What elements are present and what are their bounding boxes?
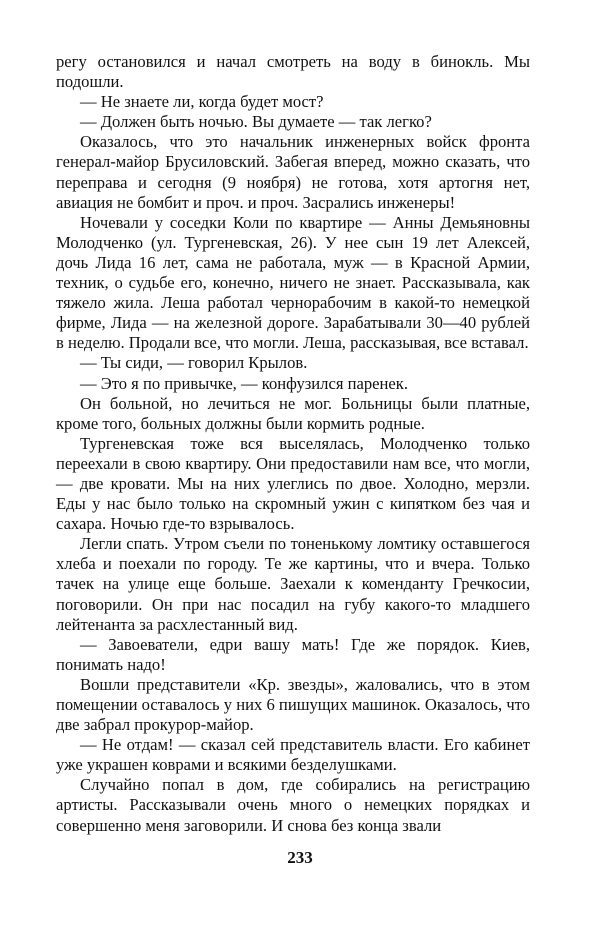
- page-body: [56, 52, 530, 836]
- paragraph: — Ты сиди, — говорил Крылов.: [80, 353, 308, 373]
- paragraph: — Не отдам! — сказал сей представитель власти. Его кабинет уже украшен коврами и всякими безделушками.: [56, 735, 530, 775]
- paragraph: — Не знаете ли, когда будет мост?: [80, 92, 324, 112]
- paragraph: Оказалось, что это начальник инженерных войск фронта генерал-майор Брусиловский. Забегая вперед, можно сказать, что переправа и сегодня (9 ноября) не готова, хотя артогня нет, авиация не бомбит и проч. и проч. Засрались инженеры!: [56, 132, 530, 212]
- paragraph: — Должен быть ночью. Вы думаете — так легко?: [80, 112, 432, 132]
- paragraph: Ночевали у соседки Коли по квартире — Анны Демьяновны Молодченко (ул. Тургеневская, 26). У нее сын 19 лет Алексей, дочь Лида 16 лет, сама не работала, муж — в Красной Армии, техник, о судьбе его, конечно, ничего не знает. Рассказывала, как тяжело жила. Леша работал чернорабочим в какой-то немецкой фирме, Лида — на железной дороге. Зарабатывали 30—40 рублей в неделю. Продали все, что могли. Леша, рассказывая, все вставал.: [56, 212, 530, 353]
- paragraph: — Завоеватели, едри вашу мать! Где же порядок. Киев, понимать надо!: [56, 634, 530, 674]
- page-number: 233: [287, 848, 313, 867]
- paragraph: Случайно попал в дом, где собирались на регистрацию артисты. Рассказывали очень много о немецких порядках и совершенно меня заговорили. И снова без конца звали: [56, 775, 530, 835]
- paragraph: Он больной, но лечиться не мог. Больницы были платные, кроме того, больных должны были кормить родные.: [56, 393, 530, 433]
- paragraph: Тургеневская тоже вся выселялась, Молодченко только переехали в свою квартиру. Они предоставили нам все, что могли, — две кровати. Мы на них улеглись по двое. Холодно, мерзли. Еды у нас было только на скромный ужин с кипятком без чая и сахара. Ночью где-то взрывалось.: [56, 433, 530, 534]
- paragraph: — Это я по привычке, — конфузился паренек.: [80, 373, 408, 393]
- paragraph: Легли спать. Утром съели по тоненькому ломтику оставшегося хлеба и поехали по городу. Те же картины, что и вчера. Только тачек на улице еще больше. Заехали к коменданту Гречкосии, поговорили. Он при нас посадил на губу какого-то младшего лейтенанта за расхлестанный вид.: [56, 534, 530, 634]
- paragraph: Вошли представители «Кр. звезды», жаловались, что в этом помещении оставалось у них 6 пишущих машинок. Оказалось, что две забрал прокурор-майор.: [56, 674, 530, 735]
- paragraph: регу остановился и начал смотреть на воду в бинокль. Мы подошли.: [56, 52, 530, 92]
